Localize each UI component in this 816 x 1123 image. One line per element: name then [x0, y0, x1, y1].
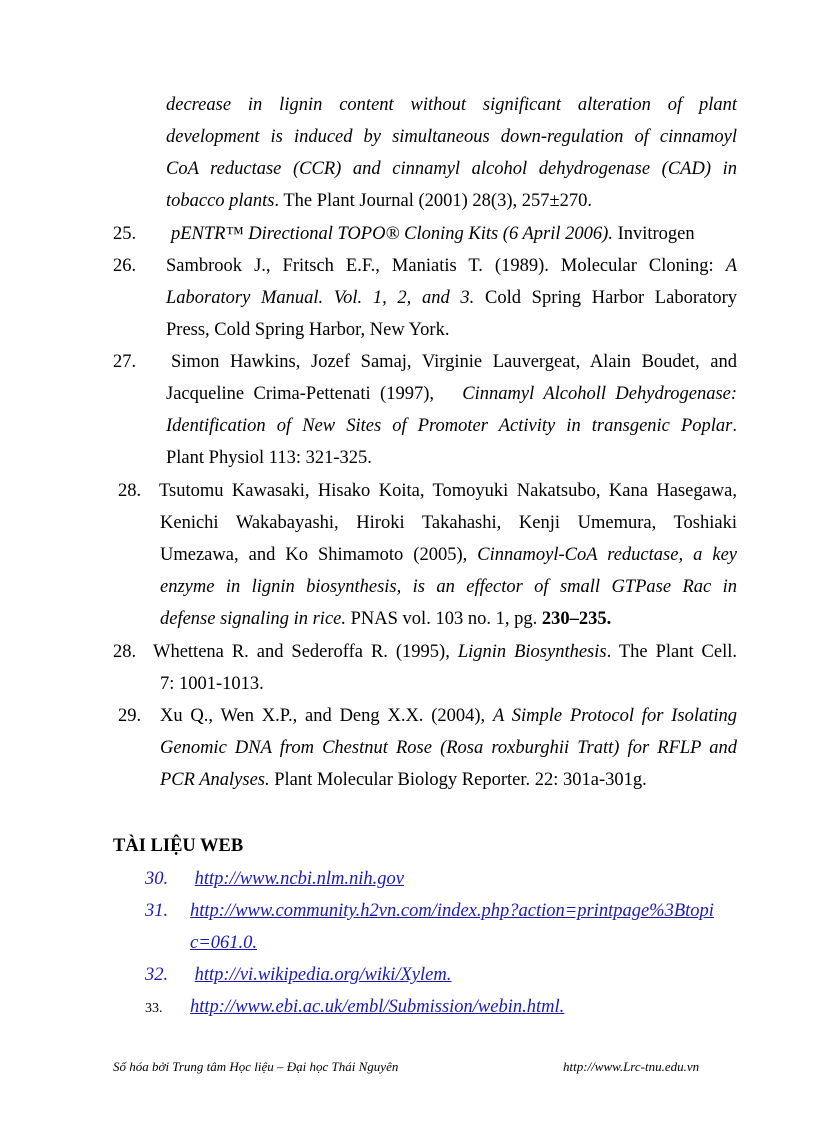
web-link[interactable]: http://www.ncbi.nlm.nih.gov: [194, 869, 404, 889]
reference-line: [153, 640, 737, 664]
web-reference-line: [190, 867, 404, 891]
reference-citation: . The Plant Cell.: [606, 642, 738, 662]
reference-title: PCR Analyses.: [160, 770, 270, 790]
reference-pages: 230–235.: [541, 609, 612, 629]
reference-number: 28.: [113, 642, 137, 662]
reference-number: 25.: [113, 224, 137, 244]
reference-authors: Umezawa, and Ko Shimamoto (2005),: [160, 545, 468, 565]
reference-citation: Invitrogen: [612, 224, 695, 244]
reference-number: 27.: [113, 352, 137, 372]
reference-line: Press, Cold Spring Harbor, New York.: [166, 320, 450, 340]
web-reference-number: 32.: [145, 965, 169, 985]
web-reference-number: 31.: [145, 901, 169, 921]
reference-title: Laboratory Manual. Vol. 1, 2, and 3.: [166, 288, 475, 308]
web-link[interactable]: http://vi.wikipedia.org/wiki/Xylem.: [194, 965, 452, 985]
reference-authors: Sambrook J., Fritsch E.F., Maniatis T. (1989). Molecular Cloning:: [166, 256, 714, 276]
reference-title: defense signaling in rice.: [160, 609, 346, 629]
web-link[interactable]: http://www.community.h2vn.com/index.php?action=printpage%3Btopi: [190, 901, 714, 921]
web-reference-line: [190, 963, 451, 987]
reference-citation: Plant Molecular Biology Reporter. 22: 301a-301g.: [269, 770, 647, 790]
reference-line: Kenichi Wakabayashi, Hiroki Takahashi, Kenji Umemura, Toshiaki: [160, 513, 737, 533]
reference-title: Identification of New Sites of Promoter Activity in transgenic Poplar: [166, 416, 733, 436]
reference-punctuation: .: [732, 416, 737, 436]
reference-line: CoA reductase (CCR) and cinnamyl alcohol dehydrogenase (CAD) in: [166, 159, 737, 179]
web-reference-line: [190, 931, 257, 955]
reference-authors: Jacqueline Crima-Pettenati (1997),: [166, 384, 435, 404]
reference-title: Cinnamoyl-CoA reductase, a key: [477, 545, 737, 565]
reference-line: [166, 382, 737, 406]
reference-line: [166, 189, 592, 213]
reference-citation: Cold Spring Harbor Laboratory: [474, 288, 737, 308]
reference-number: 29.: [118, 706, 142, 726]
reference-line: [166, 286, 737, 310]
reference-line: Plant Physiol 113: 321-325.: [166, 448, 372, 468]
reference-line: development is induced by simultaneous down-regulation of cinnamoyl: [166, 127, 737, 147]
reference-title: tobacco plants: [166, 191, 275, 211]
reference-title: A Simple Protocol for Isolating: [493, 706, 737, 726]
reference-title: Cinnamyl Alcoholl Dehydrogenase:: [462, 384, 738, 404]
reference-line: enzyme in lignin biosynthesis, is an effector of small GTPase Rac in: [160, 577, 737, 597]
reference-line: [160, 768, 647, 792]
reference-line: [160, 543, 737, 567]
reference-number: 26.: [113, 256, 137, 276]
web-reference-line: [190, 995, 564, 1019]
web-reference-number: 33.: [145, 1001, 163, 1016]
reference-title: A: [725, 256, 737, 276]
reference-authors: Xu Q., Wen X.P., and Deng X.X. (2004),: [160, 706, 486, 726]
reference-citation: . The Plant Journal (2001) 28(3), 257±270.: [274, 191, 593, 211]
reference-line: [166, 414, 737, 438]
footer-url: http://www.Lrc-tnu.edu.vn: [563, 1059, 700, 1074]
reference-line: Simon Hawkins, Jozef Samaj, Virginie Lauvergeat, Alain Boudet, and: [171, 352, 737, 372]
footer-source: Số hóa bởi Trung tâm Học liệu – Đại học Thái Nguyên: [113, 1059, 399, 1074]
reference-authors: Whettena R. and Sederoffa R. (1995),: [153, 642, 450, 662]
reference-line: [160, 607, 611, 631]
reference-line: Genomic DNA from Chestnut Rose (Rosa roxburghii Tratt) for RFLP and: [160, 738, 737, 758]
web-link-continuation[interactable]: c=061.0.: [190, 933, 257, 953]
web-reference-line: [190, 899, 714, 923]
reference-line: decrease in lignin content without significant alteration of plant: [166, 95, 737, 115]
web-references-heading: TÀI LIỆU WEB: [113, 836, 244, 856]
reference-line: [166, 254, 737, 278]
reference-title: pENTR™ Directional TOPO® Cloning Kits (6 April 2006).: [171, 224, 613, 244]
reference-citation: PNAS vol. 103 no. 1, pg.: [346, 609, 538, 629]
reference-number: 28.: [118, 481, 142, 501]
reference-line: [171, 222, 695, 246]
web-link[interactable]: http://www.ebi.ac.uk/embl/Submission/webin.html.: [190, 997, 565, 1017]
reference-line: [160, 704, 737, 728]
reference-title: Lignin Biosynthesis: [457, 642, 607, 662]
reference-line: Tsutomu Kawasaki, Hisako Koita, Tomoyuki Nakatsubo, Kana Hasegawa,: [159, 481, 737, 501]
web-reference-number: 30.: [145, 869, 169, 889]
reference-line: 7: 1001-1013.: [160, 674, 264, 694]
